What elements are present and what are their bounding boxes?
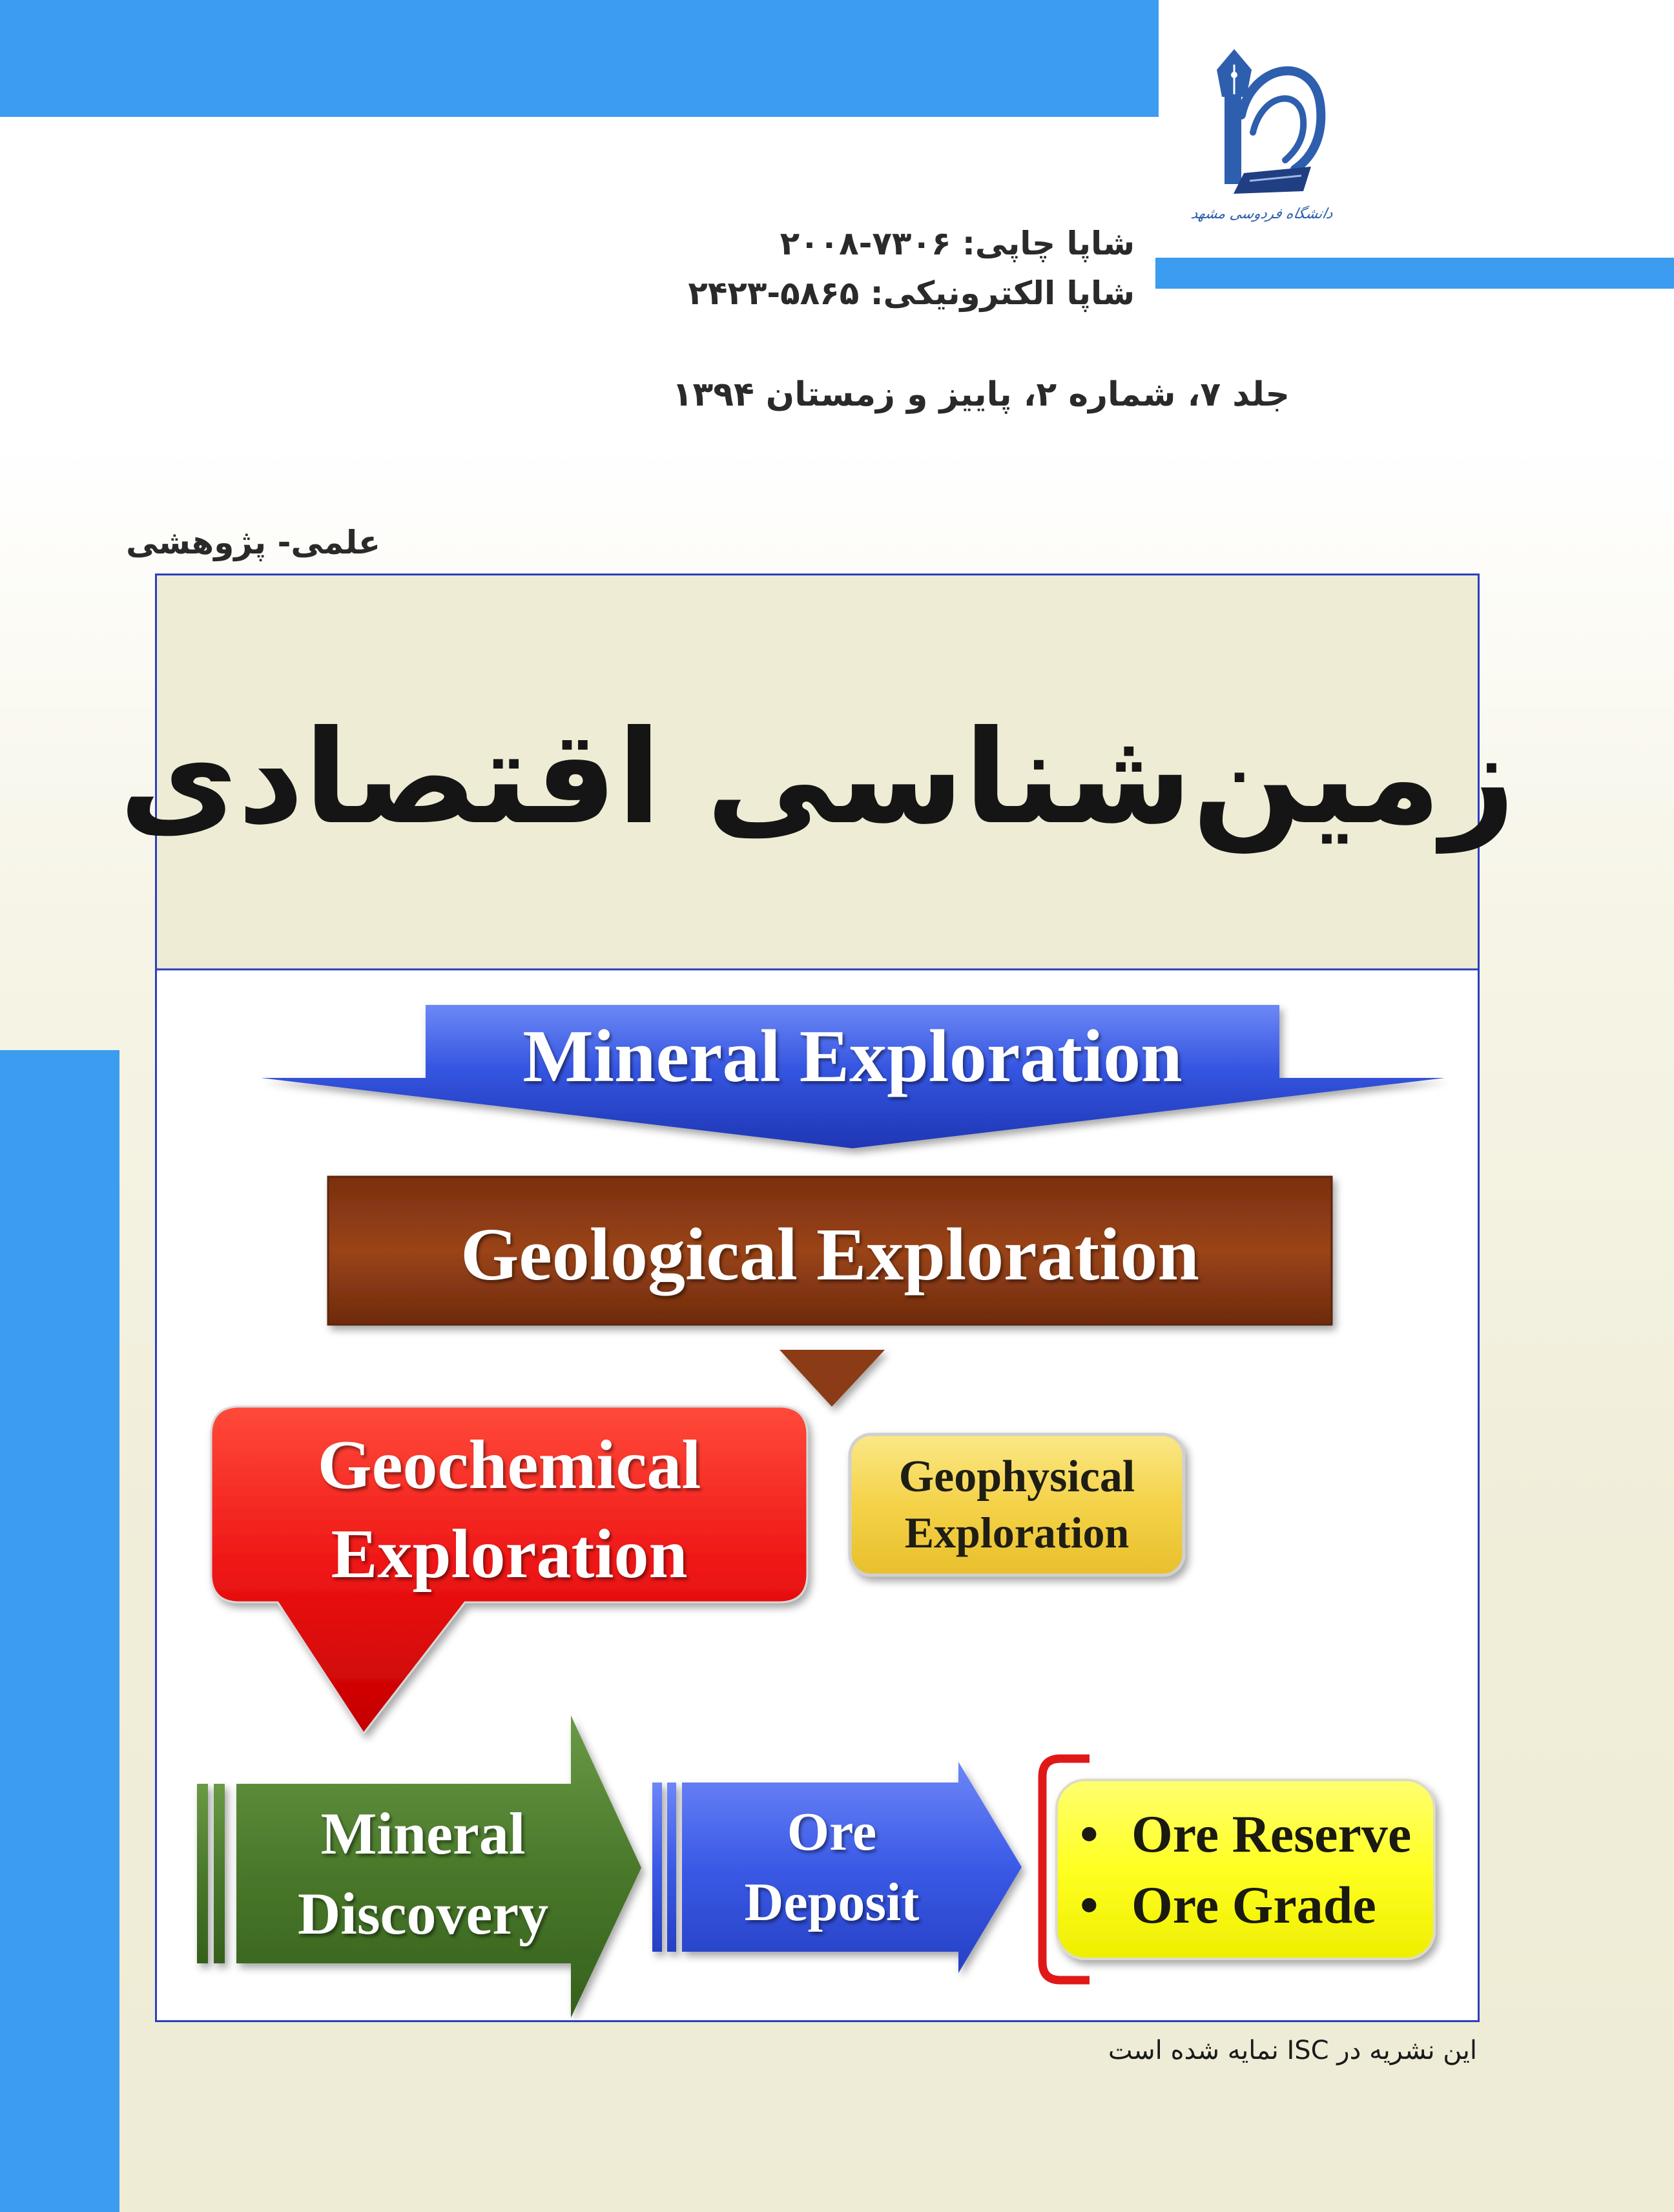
electronic-issn-label: شاپا الکترونیکی: [870,274,1135,312]
ore-deposit-label [683,1783,980,1952]
geological-exploration-text: Geological Exploration [460,1213,1199,1296]
ore-properties-list [1072,1780,1434,1959]
ore-deposit-line-2: Deposit [744,1872,920,1932]
mineral-exploration-text: Mineral Exploration [522,1015,1183,1098]
issue-info: جلد ۷، شماره ۲، پاییز و زمستان ۱۳۹۴ [672,375,1290,414]
pen-nib-hole [1231,72,1237,78]
geophysical-line-1: Geophysical [898,1452,1135,1502]
logo-text: دانشگاه فردوسی مشهد [1189,206,1335,222]
university-logo [1217,49,1321,194]
electronic-issn-line [688,269,1135,318]
arrow-tail-bar [214,1784,225,1963]
left-blue-bar [0,1050,119,2212]
mineral-discovery-label [255,1784,591,1963]
top-blue-bar [0,0,1159,117]
arrow-tail-bar [652,1783,662,1952]
ore-grade-item: • Ore Grade [1072,1870,1434,1941]
mineral-discovery-line-1: Mineral [320,1801,526,1866]
arrow-tail-bar [197,1784,208,1963]
logo-inner-arch [1253,99,1303,160]
geophysical-exploration-label [850,1434,1184,1575]
mineral-exploration-label [426,1015,1279,1098]
right-blue-bar [1155,258,1674,289]
ore-deposit-line-1: Ore [787,1802,877,1862]
mineral-discovery-line-2: Discovery [297,1881,549,1947]
print-issn-number: ۲۰۰۸-۷۳۰۶ [780,225,951,262]
geochemical-exploration-label [211,1412,807,1607]
ore-reserve-item: • Ore Reserve [1072,1799,1434,1870]
electronic-issn-number: ۲۴۲۳-۵۸۶۵ [688,274,860,312]
geophysical-line-2: Exploration [904,1508,1130,1557]
indexing-note: این نشریه در ISC نمایه شده است [1108,2036,1477,2065]
print-issn-label: شاپا چاپی: [962,225,1135,262]
journal-title: زمین‌شناسی اقتصادی [119,702,1516,853]
print-issn-line [780,219,1135,268]
logo-outer-arch [1241,71,1321,169]
arrow-tail-bar [667,1783,676,1952]
geochemical-line-2: Exploration [331,1515,688,1593]
journal-type: علمی- پژوهشی [126,524,380,561]
geochemical-line-1: Geochemical [317,1426,701,1504]
book-icon [1234,167,1311,194]
geological-exploration-label [328,1181,1332,1328]
